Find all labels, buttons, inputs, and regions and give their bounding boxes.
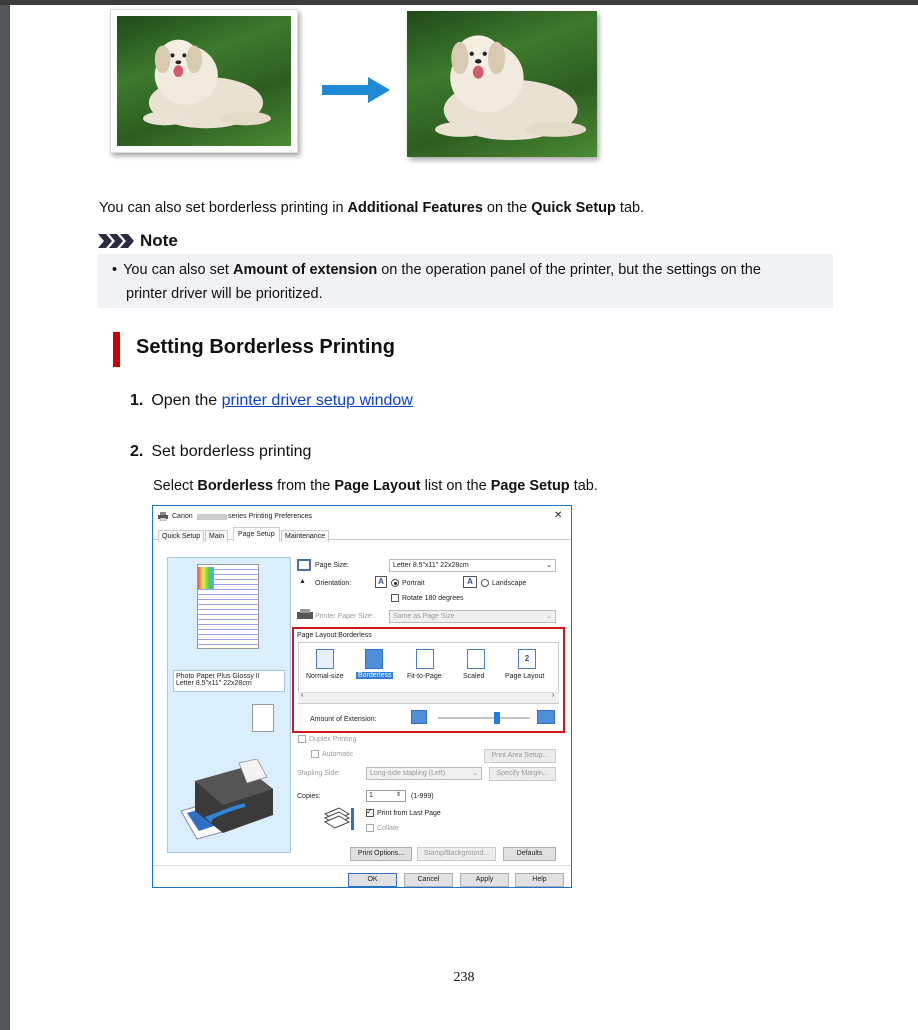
intro-paragraph [99, 197, 644, 219]
note-title: Note [140, 231, 178, 250]
duplex-checkbox[interactable] [298, 735, 306, 743]
layout-borderless-selected[interactable]: Borderless [358, 672, 392, 679]
stapling-label: Stapling Side: [297, 770, 341, 777]
help-button[interactable] [515, 873, 564, 887]
intro-bold-additional-features: Additional Features [347, 200, 483, 216]
page-layout-label: Page Layout:Borderless [297, 632, 372, 639]
detail-text: Select [153, 478, 198, 494]
note-heading [98, 231, 178, 251]
dog-illustration [407, 11, 597, 157]
intro-text: on the [482, 200, 532, 216]
printer-illustration [175, 759, 277, 841]
step-number: 2. [130, 443, 144, 460]
detail-text: list on the [420, 478, 491, 494]
portrait-icon: A [375, 576, 387, 588]
media-type: Photo Paper Plus Glossy II [176, 673, 260, 680]
photo-before-image [110, 9, 298, 153]
preview-image [198, 567, 214, 589]
rotate-180-label: Rotate 180 degrees [402, 595, 464, 602]
note-chevrons-icon [98, 234, 134, 248]
printer-paper-icon [297, 609, 313, 621]
note-text: on the operation panel of the printer, but the settings on the [377, 262, 761, 278]
horizontal-scrollbar[interactable] [298, 692, 559, 703]
document-page [10, 5, 918, 1030]
page-layout-icon[interactable]: 2 [518, 649, 536, 669]
chevron-down-icon: ⌄ [546, 613, 552, 620]
detail-text: tab. [569, 478, 598, 494]
extension-label: Amount of Extension: [310, 716, 377, 723]
layout-scaled[interactable]: Scaled [463, 673, 485, 680]
media-info [173, 670, 285, 692]
photo-after-image [407, 11, 597, 157]
step-number: 1. [130, 392, 144, 409]
tab-maintenance[interactable] [281, 530, 329, 542]
scaled-icon[interactable] [467, 649, 485, 669]
stapling-dropdown[interactable] [366, 767, 482, 780]
printer-paper-size-label: Printer Paper Size: [315, 613, 374, 620]
orientation-label: Orientation: [315, 580, 352, 587]
checkmark-icon: ✓ [366, 807, 373, 816]
bullet: • [112, 262, 118, 278]
page-size-icon [297, 559, 311, 571]
stapling-value: Long-side stapling (Left) [370, 770, 446, 777]
copies-label: Copies: [297, 793, 321, 800]
layout-normal-size[interactable]: Normal-size [306, 673, 344, 680]
button-label: Help [532, 876, 547, 883]
specify-margin-button[interactable] [489, 767, 556, 781]
layout-page-layout[interactable]: Page Layout [505, 673, 545, 680]
automatic-checkbox[interactable] [311, 750, 319, 758]
spinner-icon[interactable]: ⇕ [396, 792, 402, 798]
cancel-button[interactable] [404, 873, 453, 887]
paper-orientation-icon [252, 704, 274, 732]
arrow-right-icon [322, 77, 390, 103]
portrait-radio[interactable] [391, 579, 399, 587]
fit-to-page-icon[interactable] [416, 649, 434, 669]
detail-text: from the [273, 478, 335, 494]
step-text: Set borderless printing [151, 443, 312, 460]
collate-checkbox[interactable] [366, 824, 374, 832]
stamp-background-button[interactable] [417, 847, 496, 861]
note-line-2 [112, 282, 819, 306]
section-title: Setting Borderless Printing [136, 336, 395, 358]
media-size: Letter 8.5"x11" 22x28cm [176, 680, 252, 687]
landscape-label: Landscape [492, 580, 527, 587]
note-text: printer driver will be prioritized. [126, 286, 323, 302]
close-icon[interactable]: ✕ [554, 510, 563, 521]
dog-illustration [117, 16, 291, 146]
scroll-right-icon[interactable]: › [552, 692, 555, 699]
orientation-icon: ▲ [299, 578, 306, 585]
print-area-setup-button[interactable] [484, 749, 556, 763]
copies-stack-icon [323, 804, 355, 832]
tab-page-setup[interactable] [233, 527, 280, 542]
button-label: Defaults [516, 850, 543, 857]
printer-paper-size-value: Same as Page Size [393, 613, 455, 620]
note-box [98, 254, 833, 308]
step-2-detail [153, 475, 598, 497]
intro-text: You can also set borderless printing in [99, 200, 348, 216]
note-text: You can also set [123, 262, 233, 278]
tab-label: Maintenance [285, 533, 326, 540]
borderless-icon[interactable] [365, 649, 383, 669]
page-number: 238 [453, 970, 475, 985]
dialog-title: series Printing Preferences [228, 513, 313, 520]
note-bold-amount-of-extension: Amount of extension [232, 262, 378, 278]
extension-slider-thumb[interactable] [494, 712, 500, 724]
rotate-180-checkbox[interactable] [391, 594, 399, 602]
detail-bold-borderless: Borderless [197, 478, 274, 494]
page-size-dropdown[interactable] [389, 559, 556, 572]
button-label: OK [367, 876, 378, 883]
button-label: Stamp/Background... [423, 850, 490, 857]
footer-divider [153, 865, 571, 866]
chevron-down-icon: ⌄ [546, 562, 552, 569]
button-label: Print Options... [357, 850, 405, 857]
button-label: Print Area Setup... [491, 752, 549, 759]
extension-min-icon [411, 710, 427, 724]
step-text: Open the [151, 392, 222, 409]
button-label: Apply [475, 876, 494, 883]
copies-value: 1 [369, 792, 373, 799]
automatic-label: Automatic [322, 751, 354, 758]
button-label: Cancel [417, 876, 440, 883]
tab-quick-setup[interactable] [158, 530, 204, 542]
scroll-left-icon[interactable]: ‹ [301, 692, 304, 699]
portrait-label: Portrait [402, 580, 425, 587]
printer-driver-setup-link[interactable]: printer driver setup window [221, 392, 413, 409]
tab-label: Quick Setup [162, 533, 201, 540]
step-2 [130, 443, 311, 461]
defaults-button[interactable] [503, 847, 556, 861]
landscape-radio[interactable] [481, 579, 489, 587]
tab-label: Page Setup [238, 531, 275, 538]
tab-label: Main [209, 533, 225, 540]
model-name-redacted [197, 514, 227, 520]
printer-paper-size-dropdown[interactable] [389, 610, 556, 623]
printer-icon [158, 512, 168, 521]
copies-range: (1-999) [411, 793, 434, 800]
intro-bold-quick-setup: Quick Setup [531, 200, 616, 216]
print-options-button[interactable] [350, 847, 412, 861]
step-1 [130, 392, 413, 410]
page-size-label: Page Size: [315, 562, 349, 569]
detail-bold-page-setup: Page Setup [490, 478, 570, 494]
page-size-value: Letter 8.5"x11" 22x28cm [393, 562, 469, 569]
collate-label: Collate [377, 825, 399, 832]
detail-bold-page-layout: Page Layout [334, 478, 421, 494]
print-from-last-label: Print from Last Page [377, 810, 441, 817]
note-line-1 [112, 258, 819, 282]
heading-accent-bar [113, 332, 120, 367]
dialog-title-prefix: Canon [172, 513, 193, 520]
duplex-label: Duplex Printing [309, 736, 357, 743]
apply-button[interactable] [460, 873, 509, 887]
landscape-icon: A [463, 576, 477, 588]
button-label: Specify Margin... [496, 770, 549, 777]
printing-preferences-dialog [152, 505, 572, 888]
tab-main[interactable] [205, 530, 228, 542]
chevron-down-icon: ⌄ [472, 770, 478, 777]
intro-text: tab. [615, 200, 645, 216]
extension-slider-track[interactable] [438, 717, 530, 719]
ok-button[interactable] [348, 873, 397, 887]
normal-size-icon[interactable] [316, 649, 334, 669]
layout-fit-to-page[interactable]: Fit-to-Page [407, 673, 442, 680]
extension-max-icon [537, 710, 555, 724]
